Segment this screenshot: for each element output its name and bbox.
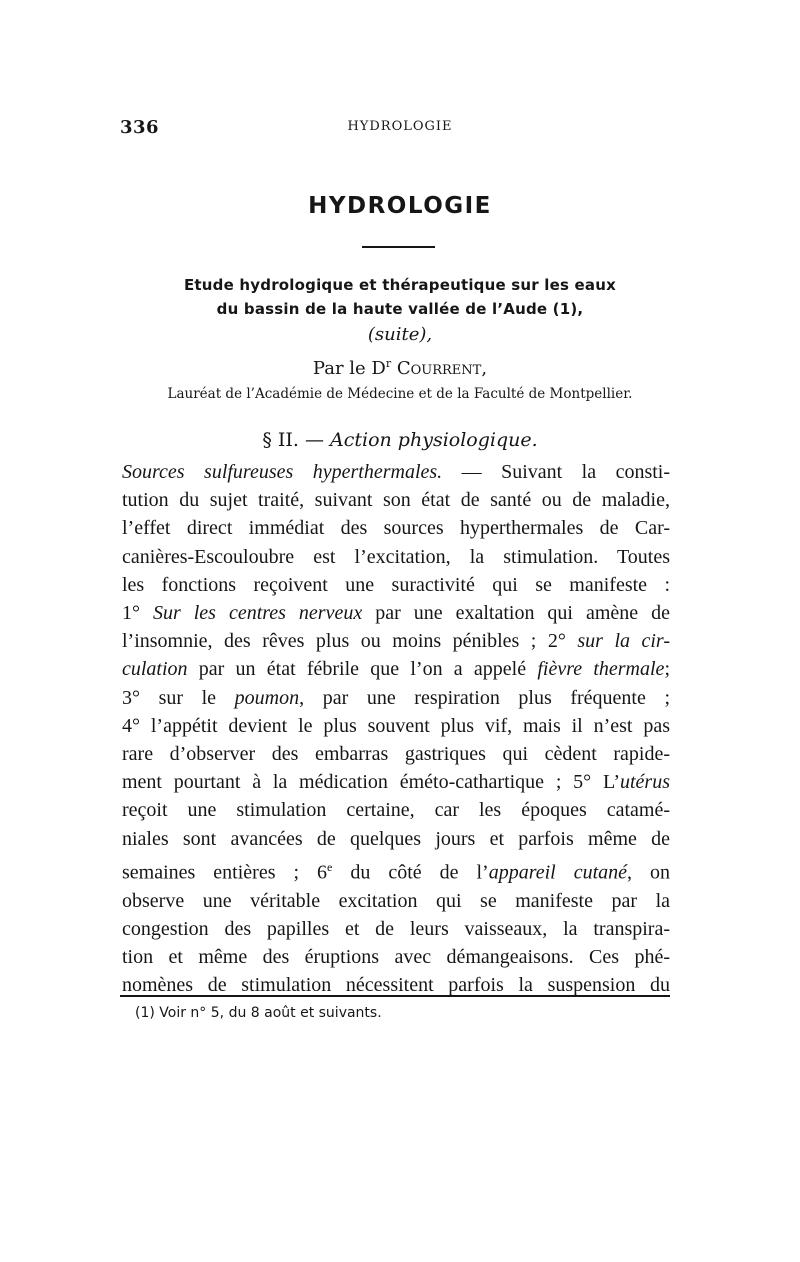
body-text: 1° bbox=[122, 602, 153, 625]
running-head bbox=[120, 117, 680, 139]
body-line: niales sont avancées de quelques jours et parfois même de bbox=[122, 827, 670, 850]
section-heading bbox=[0, 429, 800, 451]
body-line: canières-Escouloubre est l’excitation, la stimulation. Toutes bbox=[122, 545, 670, 568]
body-text: — Suivant la consti- bbox=[442, 461, 670, 483]
running-title: HYDROLOGIE bbox=[347, 119, 453, 134]
page-number: 336 bbox=[120, 117, 160, 138]
body-line: les fonctions reçoivent une suractivité qui se manifeste : bbox=[122, 573, 670, 596]
footnote: (1) Voir n° 5, du 8 août et suivants. bbox=[135, 1005, 382, 1021]
body-italic: appareil cutané bbox=[488, 861, 628, 884]
suite-note: (suite), bbox=[367, 324, 433, 345]
body-line bbox=[122, 458, 670, 486]
body-italic: poumon bbox=[234, 686, 300, 709]
body-line bbox=[122, 655, 670, 683]
author-line bbox=[0, 357, 800, 379]
body-line: congestion des papilles et de leurs vaisseaux, la transpira- bbox=[122, 917, 670, 940]
author-name: Courrent, bbox=[396, 358, 488, 379]
body-text: , on bbox=[627, 861, 670, 884]
body-line bbox=[122, 853, 670, 887]
body-line: reçoit une stimulation certaine, car les époques catamé- bbox=[122, 799, 670, 822]
body-italic: sur la cir- bbox=[577, 630, 670, 653]
title-divider bbox=[362, 246, 435, 248]
body-italic: fièvre thermale bbox=[537, 658, 665, 681]
body-line: tion et même des éruptions avec démangeaisons. Ces phé- bbox=[122, 946, 670, 969]
body-line: tution du sujet traité, suivant son état de santé ou de maladie, bbox=[122, 489, 670, 512]
body-italic: Sources sulfureuses hyperthermales. bbox=[122, 461, 443, 483]
article-title: HYDROLOGIE bbox=[308, 193, 492, 219]
body-line bbox=[122, 684, 670, 712]
body-text: semaines entières ; 6 bbox=[122, 861, 328, 884]
body-line: observe une véritable excitation qui se manifeste par la bbox=[122, 889, 670, 912]
body-text: ment pourtant à la médication éméto-cathartique ; 5° L’ bbox=[122, 771, 620, 794]
section-number: § II. — bbox=[262, 429, 324, 451]
body-line bbox=[122, 768, 670, 796]
footnote-divider bbox=[120, 995, 670, 997]
body-line: rare d’observer des embarras gastriques qui cèdent rapide- bbox=[122, 743, 670, 766]
author-affiliation: Lauréat de l’Académie de Médecine et de la Faculté de Montpellier. bbox=[167, 386, 633, 402]
body-paragraph bbox=[122, 458, 670, 1000]
body-line bbox=[122, 599, 670, 627]
body-line: nomènes de stimulation nécessitent parfois la suspension du bbox=[122, 974, 670, 997]
body-italic: utérus bbox=[620, 771, 670, 794]
body-text: par une exaltation qui amène de bbox=[362, 602, 670, 625]
article-subtitle-line-2: du bassin de la haute vallée de l’Aude (1), bbox=[216, 300, 584, 318]
body-text: du côté de l’ bbox=[332, 861, 489, 884]
body-text: l’insomnie, des rêves plus ou moins pénibles ; 2° bbox=[122, 630, 578, 653]
article-subtitle-line-1: Etude hydrologique et thérapeutique sur les eaux bbox=[183, 276, 617, 294]
body-line bbox=[122, 627, 670, 655]
body-text: ; bbox=[664, 658, 670, 681]
body-italic: Sur les centres nerveux bbox=[152, 602, 363, 625]
body-line: l’effet direct immédiat des sources hyperthermales de Car- bbox=[122, 517, 670, 540]
author-title-sup: r bbox=[385, 357, 392, 370]
body-text: par un état fébrile que l’on a appelé bbox=[187, 658, 538, 681]
author-prefix: Par le D bbox=[312, 358, 386, 379]
body-line: 4° l’appétit devient le plus souvent plus vif, mais il n’est pas bbox=[122, 714, 670, 737]
body-text: 3° sur le bbox=[122, 686, 235, 709]
body-text: , par une respiration plus fréquente ; bbox=[299, 686, 670, 709]
body-sup: e bbox=[327, 859, 333, 874]
body-italic: culation bbox=[122, 658, 188, 681]
section-title: Action physiologique. bbox=[330, 429, 538, 451]
